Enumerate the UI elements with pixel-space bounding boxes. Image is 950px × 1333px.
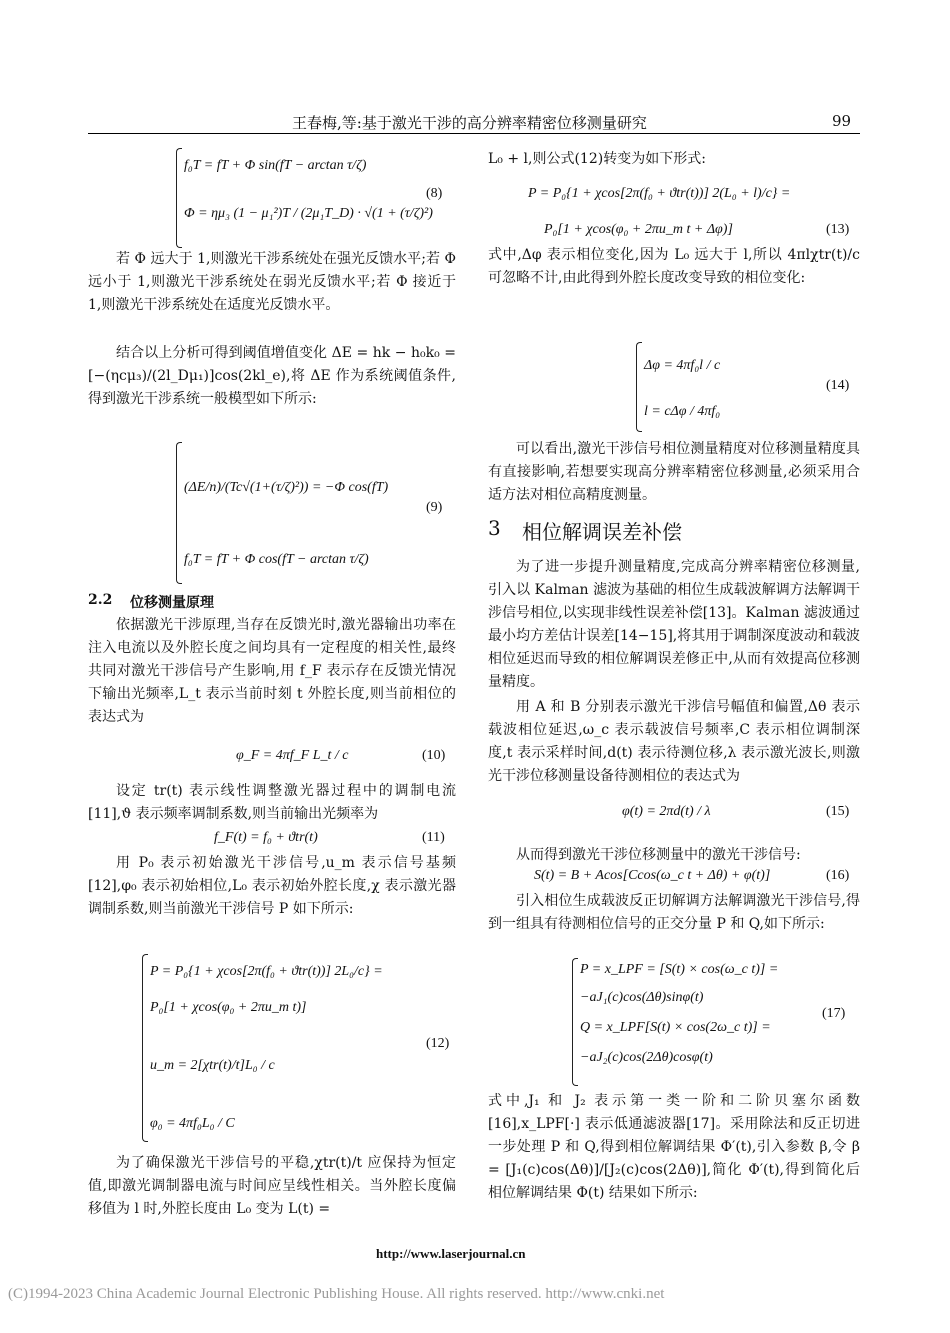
left-para4: 设定 tr(t) 表示线性调整激光器过程中的调制电流[11],ϑ 表示频率调制系数,则当前输出光频率为 (88, 783, 456, 822)
eq9-brace (176, 442, 182, 584)
eq12-brace (142, 954, 148, 1142)
eq13-line1: P = P₀{1 + χcos[2π(f₀ + ϑtr(t))] 2(L₀ + l)/c} = (528, 186, 791, 201)
right-para5: 用 A 和 B 分别表示激光干涉信号幅值和偏置,Δθ 表示载波相位延迟,ω_c 表示载波信号频率,C 表示相位调制深度,t 表示采样时间,d(t) 表示待测位移,λ 表示激光波长,则激光干涉位移测量设备待测相位的表达式为 (488, 699, 860, 784)
eq17-number: (17) (822, 1006, 846, 1021)
eq17-line4: −aJ₂(c)cos(2Δθ)cosφ(t) (580, 1050, 713, 1065)
right-para4: 为了进一步提升测量精度,完成高分辨率精密位移测量,引入以 Kalman 滤波为基础的相位生成载波解调方法解调干涉信号相位,以实现非线性误差补偿[13]。Kalman 滤波通过最小均方差估计误差[14−15],将其用于调制深度波动和载波相位延迟而导致的相位解调误差修正中,从而有效提高位移测量精度。 (488, 559, 860, 690)
left-para5-block (88, 852, 456, 921)
right-para2: 式中,Δφ 表示相位变化,因为 L₀ 远大于 l,所以 4πlχtr(t)/c 可忽略不计,由此得到外腔长度改变导致的相位变化: (488, 247, 860, 286)
eq10: φ_F = 4πf_F L_t / c (236, 748, 349, 763)
eq15-number: (15) (826, 804, 850, 819)
eq16: S(t) = B + Acos[Ccos(ω_c t + Δθ) + φ(t)] (534, 868, 771, 883)
eq8-brace (176, 148, 182, 248)
right-para6-block (488, 844, 860, 867)
eq13-line2: P₀[1 + χcos(φ₀ + 2πu_m t + Δφ)] (544, 222, 733, 237)
left-para4-block (88, 780, 456, 826)
right-para1-block (488, 148, 860, 171)
section-2-2-number: 2.2 (88, 592, 113, 608)
section-3-title: 相位解调误差补偿 (522, 520, 682, 544)
eq16-number: (16) (826, 868, 850, 883)
eq11: f_F(t) = f₀ + ϑtr(t) (214, 830, 318, 845)
eq12-line4: φ₀ = 4πf₀L₀ / C (150, 1116, 235, 1131)
eq14-brace (636, 342, 642, 432)
right-para8: 式中,J₁ 和 J₂ 表示第一类一阶和二阶贝塞尔函数[16],x_LPF[·] 表示低通滤波器[17]。采用除法和反正切进一步处理 P 和 Q,得到相位解调结果 Φ′(t),引入参数 β,令 β = [J₁(c)cos(Δθ)]/[J₂(c)cos(2Δθ)],简化 Φ′(t),得到简化后相位解调结果 Φ(t) 结果如下所示: (488, 1093, 860, 1201)
eq9-line2: f₀T = fT + Φ cos(fT − arctan τ/ζ) (184, 552, 369, 567)
header-rule (88, 133, 860, 134)
eq12-line3: u_m = 2[χtr(t)/t]L₀ / c (150, 1058, 275, 1073)
page-number: 99 (832, 112, 852, 130)
eq9-number: (9) (426, 500, 443, 515)
journal-url[interactable]: http://www.laserjournal.cn (376, 1246, 526, 1261)
right-para7: 引入相位生成载波反正切解调方法解调激光干涉信号,得到一组具有待测相位信号的正交分量 P 和 Q,如下所示: (488, 893, 860, 932)
left-para2-block (88, 342, 456, 411)
eq15: φ(t) = 2πd(t) / λ (622, 804, 711, 819)
left-para3-block (88, 614, 456, 729)
eq17-brace (572, 958, 578, 1086)
right-para4-block (488, 556, 860, 694)
eq17-line3: Q = x_LPF[S(t) × cos(2ω_c t)] = (580, 1020, 771, 1035)
cnki-copyright: (C)1994-2023 China Academic Journal Electronic Publishing House. All rights reserved. http://www.cnki.net (8, 1286, 665, 1302)
left-para1-block (88, 248, 456, 317)
right-para5-block (488, 696, 860, 788)
right-para1: L₀ + l,则公式(12)转变为如下形式: (488, 151, 706, 167)
right-para3: 可以看出,激光干涉信号相位测量精度对位移测量精度具有直接影响,若想要实现高分辨率精密位移测量,必须采用合适方法对相位高精度测量。 (488, 441, 860, 503)
right-para8-block (488, 1090, 860, 1205)
eq17-line1: P = x_LPF = [S(t) × cos(ω_c t)] = (580, 962, 779, 977)
right-para2-block (488, 244, 860, 290)
eq8-number: (8) (426, 186, 443, 201)
eq14-line2: l = cΔφ / 4πf₀ (644, 404, 721, 419)
right-para3-block (488, 438, 860, 507)
right-para7-block (488, 890, 860, 936)
eq8-line2: Φ = ημ₃ (1 − μ₁²)T / (2μ₁T_D) · √(1 + (τ/ζ)²) (184, 206, 433, 221)
left-para3: 依据激光干涉原理,当存在反馈光时,激光器输出功率在注入电流以及外腔长度之间均具有一定程度的相关性,最终共同对激光干涉信号产生影响,用 f_F 表示存在反馈光情况下输出光频率,L_t 表示当前时刻 t 外腔长度,则当前相位的表达式为 (88, 617, 456, 725)
section-2-2-title: 位移测量原理 (130, 595, 214, 611)
eq14-line1: Δφ = 4πf₀l / c (644, 358, 721, 373)
section-3-number: 3 (488, 516, 501, 540)
eq17-line2: −aJ₁(c)cos(Δθ)sinφ(t) (580, 990, 704, 1005)
left-para5: 用 P₀ 表示初始激光干涉信号,u_m 表示信号基频[12],φ₀ 表示初始相位,L₀ 表示初始外腔长度,χ 表示激光器调制系数,则当前激光干涉信号 P 如下所示: (88, 855, 456, 917)
eq13-number: (13) (826, 222, 850, 237)
left-para6-block (88, 1152, 456, 1221)
running-title: 王春梅,等:基于激光干涉的高分辨率精密位移测量研究 (292, 114, 647, 132)
right-para6: 从而得到激光干涉位移测量中的激光干涉信号: (516, 847, 801, 863)
eq8-line1: f₀T = fT + Φ sin(fT − arctan τ/ζ) (184, 158, 367, 173)
eq10-number: (10) (422, 748, 446, 763)
eq9-line1: (ΔE/n)/(Tc√(1+(τ/ζ)²)) = −Φ cos(fT) (184, 480, 389, 495)
eq12-number: (12) (426, 1036, 450, 1051)
eq14-number: (14) (826, 378, 850, 393)
eq11-number: (11) (422, 830, 445, 845)
left-para1: 若 Φ 远大于 1,则激光干涉系统处在强光反馈水平;若 Φ 远小于 1,则激光干涉系统处在弱光反馈水平;若 Φ 接近于 1,则激光干涉系统处在适度光反馈水平。 (88, 251, 456, 313)
left-para2: 结合以上分析可得到阈值增值变化 ΔE = hk − h₀k₀ = [−(ηcμ₃)/(2l_Dμ₁)]cos(2kl_e),将 ΔE 作为系统阈值条件,得到激光干涉系统一般模型如下所示: (88, 345, 456, 407)
eq12-line1: P = P₀{1 + χcos[2π(f₀ + ϑtr(t))] 2L₀/c} = (150, 964, 383, 979)
eq12-line2: P₀[1 + χcos(φ₀ + 2πu_m t)] (150, 1000, 307, 1015)
left-para6: 为了确保激光干涉信号的平稳,χtr(t)/t 应保持为恒定值,即激光调制器电流与时间应呈线性相关。当外腔长度偏移值为 l 时,外腔长度由 L₀ 变为 L(t) = (88, 1155, 456, 1217)
